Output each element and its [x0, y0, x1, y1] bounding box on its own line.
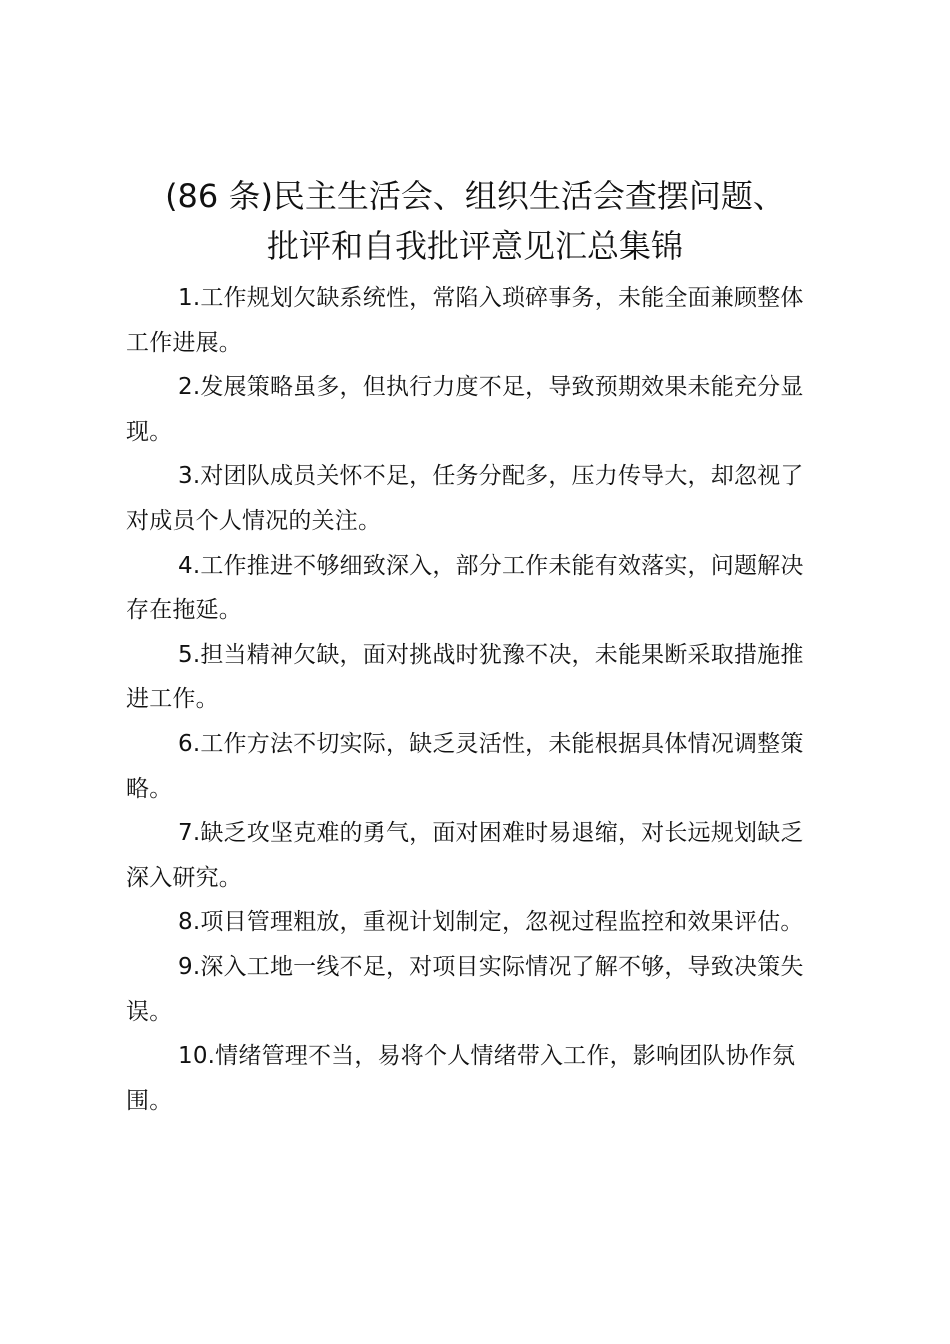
list-item: 10.情绪管理不当，易将个人情绪带入工作，影响团队协作氛围。	[126, 1043, 796, 1114]
list-item: 7.缺乏攻坚克难的勇气，面对困难时易退缩，对长远规划缺乏深入研究。	[126, 820, 804, 891]
document-title-line-2: 批评和自我批评意见汇总集锦	[266, 227, 683, 265]
list-item: 5.担当精神欠缺，面对挑战时犹豫不决，未能果断采取措施推进工作。	[126, 641, 804, 713]
document-title-line-1: (86 条)民主生活会、组织生活会查摆问题、	[165, 177, 785, 215]
list-item: 8.项目管理粗放，重视计划制定，忽视过程监控和效果评估。	[178, 909, 804, 936]
list-item: 9.深入工地一线不足，对项目实际情况了解不够，导致决策失误。	[126, 953, 804, 1025]
list-item: 3.对团队成员关怀不足，任务分配多，压力传导大，却忽视了对成员个人情况的关注。	[126, 463, 804, 534]
list-item: 2.发展策略虽多，但执行力度不足，导致预期效果未能充分显现。	[126, 374, 804, 445]
list-item: 1.工作规划欠缺系统性，常陷入琐碎事务，未能全面兼顾整体工作进展。	[126, 285, 804, 356]
list-item: 4.工作推进不够细致深入，部分工作未能有效落实，问题解决存在拖延。	[126, 552, 804, 624]
list-item: 6.工作方法不切实际，缺乏灵活性，未能根据具体情况调整策略。	[126, 730, 804, 802]
issue-list	[126, 276, 826, 1123]
